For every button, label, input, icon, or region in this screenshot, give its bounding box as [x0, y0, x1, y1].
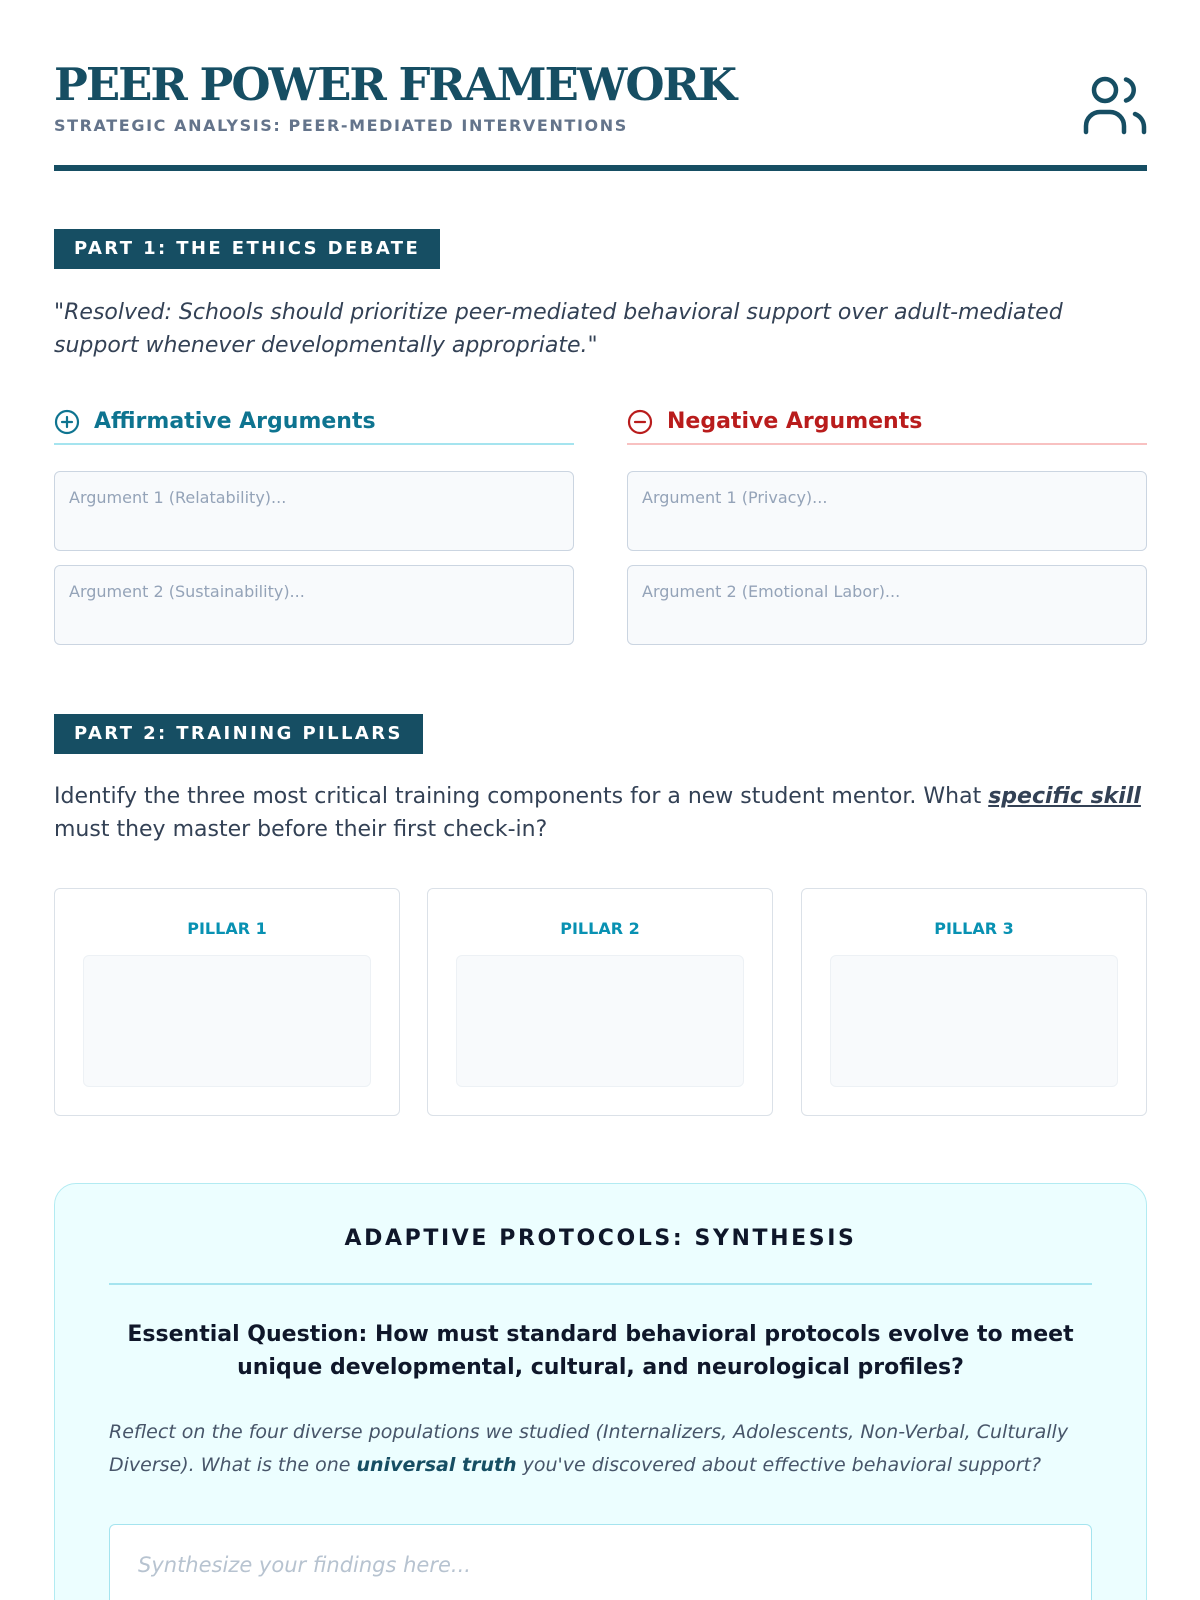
training-prompt-highlight: specific skill: [988, 784, 1141, 809]
negative-heading-text: Negative Arguments: [667, 409, 923, 434]
pillar-card-2: [427, 888, 773, 1116]
page-title: PEER POWER FRAMEWORK: [54, 58, 736, 111]
synthesis-panel: [54, 1183, 1147, 1600]
part2-label: PART 2: TRAINING PILLARS: [54, 714, 423, 754]
negative-argument-1-input[interactable]: Argument 1 (Privacy)...: [627, 471, 1147, 551]
plus-circle-icon: [54, 409, 80, 435]
pillar-2-label: PILLAR 2: [560, 919, 640, 938]
affirmative-argument-1-input[interactable]: Argument 1 (Relatability)...: [54, 471, 574, 551]
affirmative-column: [54, 400, 574, 645]
debate-resolution: "Resolved: Schools should prioritize peer-mediated behavioral support over adult-mediated support whenever developmentally appropriate.": [54, 300, 1063, 358]
pillar-2-input[interactable]: [456, 955, 744, 1087]
synthesis-input[interactable]: Synthesize your findings here...: [109, 1524, 1092, 1600]
pillar-1-input[interactable]: [83, 955, 371, 1087]
affirmative-heading-text: Affirmative Arguments: [94, 409, 376, 434]
negative-argument-2-input[interactable]: Argument 2 (Emotional Labor)...: [627, 565, 1147, 645]
pillar-card-3: [801, 888, 1147, 1116]
training-prompt-text-1: Identify the three most critical training components for a new student mentor. What: [54, 784, 989, 809]
synthesis-divider: [109, 1283, 1092, 1285]
negative-heading: [627, 400, 1147, 445]
reflection-highlight: universal truth: [356, 1454, 517, 1476]
synthesis-title: ADAPTIVE PROTOCOLS: SYNTHESIS: [344, 1226, 857, 1251]
pillars-grid: [54, 888, 1147, 1116]
reflection-text-2: you've discovered about effective behavioral support?: [516, 1454, 1042, 1476]
page-header: [54, 0, 1147, 172]
pillar-card-1: [54, 888, 400, 1116]
essential-question: Essential Question: How must standard behavioral protocols evolve to meet unique developmental, cultural, and neurological profiles?: [127, 1322, 1074, 1380]
negative-column: [627, 400, 1147, 645]
pillar-3-label: PILLAR 3: [934, 919, 1014, 938]
part1-label: PART 1: THE ETHICS DEBATE: [54, 229, 440, 269]
worksheet-page: [54, 0, 1147, 1577]
header-divider: [54, 165, 1147, 171]
reflection-text-1: Reflect on the four diverse populations we studied (Internalizers, Adolescents, Non-Verbal, Culturally Diverse). What is the one: [109, 1421, 1069, 1476]
page-subtitle: STRATEGIC ANALYSIS: PEER-MEDIATED INTERVENTIONS: [54, 116, 628, 135]
affirmative-heading: [54, 400, 574, 445]
pillar-1-label: PILLAR 1: [187, 919, 267, 938]
users-icon: [1083, 74, 1147, 136]
training-prompt: [54, 780, 1147, 846]
reflection-prompt: [109, 1416, 1106, 1482]
minus-circle-icon: [627, 409, 653, 435]
pillar-3-input[interactable]: [830, 955, 1118, 1087]
training-prompt-text-2: must they master before their first check-in?: [54, 817, 548, 842]
affirmative-argument-2-input[interactable]: Argument 2 (Sustainability)...: [54, 565, 574, 645]
